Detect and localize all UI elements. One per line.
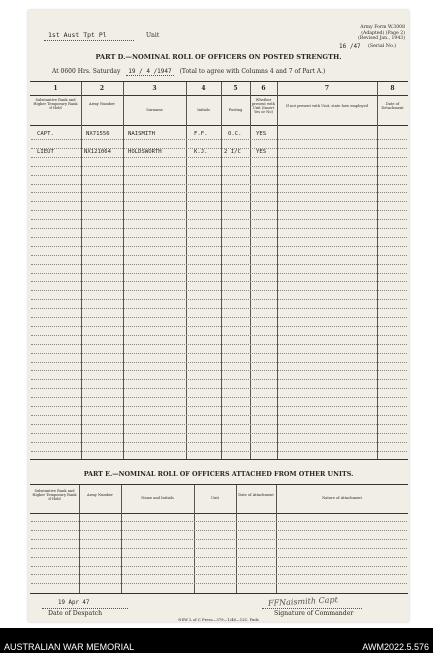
part-e-header-nature: Nature of Attachment xyxy=(322,496,362,500)
row-1-rank: CAPT. xyxy=(37,131,54,137)
form-number xyxy=(330,25,405,42)
col-header-present: Whether present with Unit (Insert Yes or No) xyxy=(251,98,275,114)
part-d-title: PART D.—NOMINAL ROLL OF OFFICERS ON POSTED STRENGTH. xyxy=(95,53,342,61)
ruled-line xyxy=(31,362,407,363)
despatch-label: Date of Despatch xyxy=(48,610,103,617)
part-d-number-rule xyxy=(30,95,408,96)
part-e-header-rule xyxy=(30,513,408,514)
ruled-line xyxy=(31,281,407,282)
col-header-detachment-date: Date of Detachment xyxy=(381,102,404,110)
row-1-army-number: NX71556 xyxy=(86,131,110,137)
part-e-header-unit: Unit xyxy=(211,496,219,500)
ruled-line xyxy=(31,255,407,256)
part-d-top-rule xyxy=(30,81,408,82)
col-number: 8 xyxy=(390,85,395,92)
serial-value: 16 /47 xyxy=(339,43,361,50)
col-number: 7 xyxy=(324,85,330,92)
col-header-rank: Substantive Rank and Higher Temporary Rank if Held xyxy=(33,98,78,110)
ruled-line xyxy=(31,574,407,575)
form-line-3: (Revised Jan., 1943) xyxy=(358,36,405,41)
part-d-date-line xyxy=(52,68,325,75)
despatch-date-value: 19 Apr 47 xyxy=(58,600,90,606)
ruled-line xyxy=(31,317,407,318)
ruled-line xyxy=(31,210,407,211)
ruled-line xyxy=(31,353,407,354)
caption-left: AUSTRALIAN WAR MEMORIAL xyxy=(4,642,135,652)
at-suffix: (Total to agree with Columns 4 and 7 of Part A.) xyxy=(179,68,326,75)
ruled-line xyxy=(31,264,407,265)
signature-underline xyxy=(262,608,362,609)
ruled-line xyxy=(31,201,407,202)
printer-line: NSW L of C Press—379—1/46—12C. Pads xyxy=(178,617,259,622)
ruled-line xyxy=(31,237,407,238)
caption-bar xyxy=(0,628,433,653)
ruled-line xyxy=(31,192,407,193)
ruled-line xyxy=(31,521,407,522)
ruled-line xyxy=(31,539,407,540)
serial-label: (Serial No.) xyxy=(368,44,397,49)
despatch-underline xyxy=(42,608,128,609)
part-e-top-rule xyxy=(30,484,408,485)
ruled-line xyxy=(31,442,407,443)
at-prefix: At 0600 Hrs. Saturday xyxy=(52,68,121,75)
ruled-line xyxy=(31,433,407,434)
col-number: 2 xyxy=(99,85,105,92)
unit-value: 1st Aust Tpt Pl xyxy=(48,31,107,39)
row-2-army-number: NX121064 xyxy=(84,149,111,155)
part-e-title: PART E.—NOMINAL ROLL OF OFFICERS ATTACHED FROM OTHER UNITS. xyxy=(83,470,354,478)
ruled-line xyxy=(31,157,407,158)
ruled-line xyxy=(31,246,407,247)
col-number: 4 xyxy=(201,85,206,92)
ruled-line xyxy=(31,273,407,274)
commander-signature: FFNaismith Capt xyxy=(267,595,339,608)
part-d-bottom-rule xyxy=(30,459,408,460)
ruled-line xyxy=(31,397,407,398)
ruled-line xyxy=(31,557,407,558)
part-e-header-attachment-date: Date of Attachment xyxy=(238,493,274,497)
signature-label: Signature of Commander xyxy=(274,610,354,617)
ruled-line xyxy=(31,290,407,291)
row-1-present: YES xyxy=(256,131,267,137)
row-2-rank: LIEUT xyxy=(37,149,54,155)
part-e-header-army-number: Army Number xyxy=(87,493,113,497)
unit-label: Unit xyxy=(146,32,160,39)
part-e-bottom-rule xyxy=(30,593,408,594)
ruled-line xyxy=(31,139,407,140)
part-e-header-rank: Substantive Rank and Higher Temporary Rank if Held xyxy=(32,489,77,501)
ruled-line xyxy=(31,451,407,452)
col-header-posting: Posting xyxy=(228,108,243,112)
ruled-line xyxy=(31,335,407,336)
col-number: 1 xyxy=(53,85,58,92)
row-2-initials: K.J. xyxy=(194,149,208,155)
part-d-header-rule xyxy=(30,125,408,126)
row-2-present: YES xyxy=(256,149,267,155)
row-1-surname: NAISMITH xyxy=(128,131,155,137)
ruled-line xyxy=(31,379,407,380)
col-header-how-employed: If not present with Unit, state how employed xyxy=(286,104,368,108)
ruled-line xyxy=(31,415,407,416)
ruled-line xyxy=(31,548,407,549)
caption-right: AWM2022.5.576 xyxy=(362,642,429,652)
ruled-line xyxy=(31,344,407,345)
ruled-line xyxy=(31,166,407,167)
col-header-initials: Initials xyxy=(197,108,210,112)
ruled-line xyxy=(31,566,407,567)
form-line-1: Army Form W.3008 xyxy=(360,25,405,30)
ruled-line xyxy=(31,184,407,185)
ruled-line xyxy=(31,406,407,407)
col-number: 6 xyxy=(261,85,266,92)
col-number: 5 xyxy=(233,85,238,92)
col-header-army-number: Army Number xyxy=(89,102,115,106)
ruled-line xyxy=(31,370,407,371)
ruled-line xyxy=(31,228,407,229)
col-number: 3 xyxy=(152,85,157,92)
ruled-line xyxy=(31,583,407,584)
unit-underline xyxy=(44,40,134,41)
ruled-line xyxy=(31,175,407,176)
row-2-posting: 2 I/C xyxy=(224,149,241,155)
roll-date-value: 19 / 4 /1947 xyxy=(128,68,172,75)
ruled-line xyxy=(31,308,407,309)
row-1-initials: F.F. xyxy=(194,131,208,137)
ruled-line xyxy=(31,326,407,327)
col-header-surname: Surname xyxy=(146,108,163,112)
row-2-surname: HOLDSWORTH xyxy=(128,149,162,155)
part-e-header-name: Name and Initials xyxy=(141,496,174,500)
form-line-2: (Adapted) (Page 2) xyxy=(361,30,405,36)
ruled-line xyxy=(31,530,407,531)
ruled-line xyxy=(31,299,407,300)
row-1-posting: O.C. xyxy=(228,131,242,137)
ruled-line xyxy=(31,388,407,389)
ruled-line xyxy=(31,424,407,425)
ruled-line xyxy=(31,219,407,220)
